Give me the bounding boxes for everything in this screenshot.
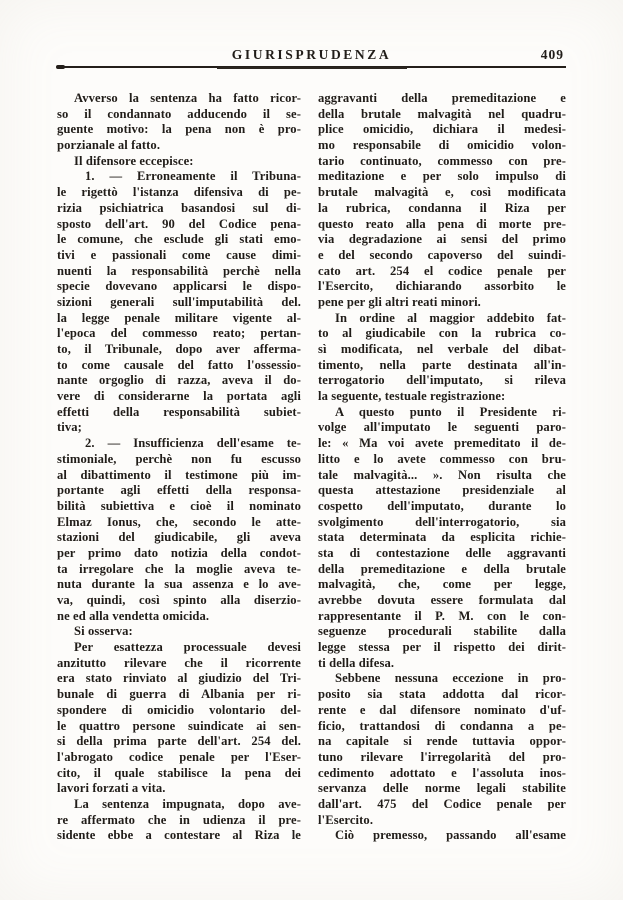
text-line: questo reato alla pena di morte pre- bbox=[318, 216, 566, 231]
text-line: specie dovevano applicarsi le dispo- bbox=[57, 279, 301, 294]
text-line: le: « Ma voi avete premeditato il de- bbox=[318, 436, 566, 451]
text-line: posito sia stata addotta dal ricor- bbox=[318, 687, 566, 702]
text-line: effetti della responsabilità subiet- bbox=[57, 404, 301, 419]
text-line: bilità subiettiva e cioè il nominato bbox=[57, 498, 301, 513]
text-line: mo responsabile di omicidio volon- bbox=[318, 138, 566, 153]
page-number: 409 bbox=[540, 47, 564, 62]
text-line: legge stessa per il rispetto dei dirit- bbox=[318, 640, 566, 655]
text-line: stata determinata da esplicita richie- bbox=[318, 530, 566, 545]
text-line: nuta durante la sua assenza e lo ave- bbox=[57, 577, 301, 592]
text-line: tuno rilevare l'irregolarità del pro- bbox=[318, 749, 566, 764]
text-line: stimoniale, perchè non fu escusso bbox=[57, 451, 301, 466]
text-line: l'abrogato codice penale per l'Eser- bbox=[57, 749, 301, 764]
text-line: rappresentante il P. M. con le con- bbox=[318, 608, 566, 623]
text-line: Il difensore eccepisce: bbox=[74, 153, 194, 168]
text-line: servanza delle norme legali stabilite bbox=[318, 781, 566, 796]
text-line: spondere di omicidio volontario del- bbox=[57, 702, 301, 717]
text-line: le comune, che esclude gli stati emo- bbox=[57, 232, 301, 247]
text-line: na capitale si rende tuttavia oppor- bbox=[318, 734, 566, 749]
text-line: la legge penale militare vigente al- bbox=[57, 310, 301, 325]
text-line: l'epoca del commesso reato; pertan- bbox=[57, 326, 301, 341]
text-line: La sentenza impugnata, dopo ave- bbox=[74, 796, 301, 811]
text-line: la seguente, testuale registrazione: bbox=[318, 389, 506, 404]
text-line: seguenze procedurali stabilite dalla bbox=[318, 624, 566, 639]
text-line: al dibattimento il testimone più im- bbox=[57, 467, 301, 482]
text-line: pene per gli altri reati minori. bbox=[318, 294, 481, 309]
text-line: l'Esercito. bbox=[318, 812, 374, 827]
text-line: cito, il quale stabilisce la pena dei bbox=[57, 765, 301, 780]
text-line: bunale di guerra di Albania per ri- bbox=[57, 687, 301, 702]
text-line: Avverso la sentenza ha fatto ricor- bbox=[74, 91, 301, 105]
text-line: cedimento adottato e l'assoluta inos- bbox=[318, 765, 566, 780]
text-line: 2. — Insufficienza dell'esame te- bbox=[85, 436, 301, 451]
text-line: to al giudicabile con la rubrica co- bbox=[318, 326, 566, 341]
text-line: tale malvagità... ». Non risulta che bbox=[318, 467, 566, 482]
journal-header-title: GIURISPRUDENZA bbox=[231, 47, 392, 62]
text-line: terrogatorio dell'imputato, si rileva bbox=[318, 373, 566, 388]
text-line: le quattro persone suindicate ai sen- bbox=[57, 718, 301, 733]
text-line: sposto dell'art. 90 del Codice pena- bbox=[57, 216, 301, 231]
text-line: guente motivo: la pena non è pro- bbox=[57, 122, 301, 137]
text-line: vere di considerarne la portata agli bbox=[57, 389, 301, 404]
text-line: 1. — Erroneamente il Tribuna- bbox=[85, 169, 301, 184]
text-line: ficio, trattandosi di condanna a pe- bbox=[318, 718, 566, 733]
text-line: tario continuato, commesso con pre- bbox=[318, 153, 566, 168]
text-line: si della prima parte dell'art. 254 del. bbox=[57, 734, 301, 749]
text-line: dall'art. 475 del Codice penale per bbox=[318, 796, 566, 811]
text-line: cato art. 254 el codice penale per bbox=[318, 263, 566, 278]
text-line: lavori forzati a vita. bbox=[57, 781, 166, 796]
text-line: litto e lo avete commesso con bru- bbox=[318, 451, 566, 466]
text-line: In ordine al maggior addebito fat- bbox=[335, 310, 566, 325]
page-header bbox=[57, 46, 566, 63]
text-line: via degradazione ai sensi del primo bbox=[318, 232, 566, 247]
text-line: Ciò premesso, passando all'esame bbox=[335, 828, 566, 843]
text-line: cospetto dell'imputato, durante lo bbox=[318, 498, 566, 513]
text-line: volge all'imputato le seguenti paro- bbox=[318, 420, 566, 435]
text-line: era stato rinviato al giudizio del Tri- bbox=[57, 671, 301, 686]
text-line: to, il Tribunale, dopo aver afferma- bbox=[57, 342, 301, 356]
text-line: porzianale al fatto. bbox=[57, 138, 161, 153]
text-line: sidente ebbe a contestare al Riza le bbox=[57, 828, 301, 843]
header-rule bbox=[57, 66, 566, 68]
text-line: re affermato che in udienza il pre- bbox=[57, 812, 301, 827]
text-line: nuenti la responsabilità perchè nella bbox=[57, 263, 301, 278]
text-line: to come causale del fatto l'ossessio- bbox=[57, 357, 301, 372]
text-line: sta di contestazione delle aggravanti bbox=[318, 545, 566, 560]
text-line: aggravanti della premeditazione e bbox=[318, 91, 566, 105]
text-line: sizioni generali sull'imputabilità del. bbox=[57, 294, 301, 309]
left-text-column bbox=[57, 91, 301, 844]
text-line: Si osserva: bbox=[74, 624, 133, 639]
text-line: nante orgoglio di razza, aveva il do- bbox=[57, 373, 301, 388]
text-line: plice omicidio, dichiara il medesi- bbox=[318, 122, 566, 137]
text-line: per primo dato notizia della condot- bbox=[57, 545, 301, 560]
text-line: Per esattezza processuale devesi bbox=[74, 640, 301, 655]
text-line: avrebbe dovuta essere formulata dal bbox=[318, 593, 566, 607]
text-line: della brutale malvagità nel quadru- bbox=[318, 106, 566, 121]
text-line: ne ed alla vendetta omicida. bbox=[57, 608, 210, 623]
text-line: e del secondo capoverso del suindi- bbox=[318, 247, 566, 262]
text-line: anzitutto rilevare che il ricorrente bbox=[57, 655, 301, 670]
text-line: della premeditazione e della brutale bbox=[318, 561, 566, 576]
text-line: tivi e passionali come cause dimi- bbox=[57, 247, 301, 262]
text-line: sì modificata, nel verbale del dibat- bbox=[318, 342, 566, 356]
text-line: brutale malvagità e, così modificata bbox=[318, 185, 566, 200]
text-line: ti della difesa. bbox=[318, 655, 395, 670]
right-text-column bbox=[318, 91, 566, 844]
text-line: rente e dal difensore nominato d'uf- bbox=[318, 702, 566, 717]
text-line: rizia psichiatrica basandosi sul di- bbox=[57, 200, 301, 215]
text-line: timento, nella parte destinata all'in- bbox=[318, 357, 566, 372]
text-line: A questo punto il Presidente ri- bbox=[335, 404, 566, 419]
text-line: ta irregolare che la moglie aveva te- bbox=[57, 561, 301, 576]
text-line: portante agli effetti della responsa- bbox=[57, 483, 301, 498]
text-line: va, quindi, così spinto alla diserzio- bbox=[57, 593, 301, 607]
text-line: l'Esercito, dichiarando assorbito le bbox=[318, 279, 566, 294]
text-line: questa attestazione presidenziale al bbox=[318, 483, 566, 498]
text-line: so il condannato adducendo il se- bbox=[57, 106, 301, 121]
text-line: le rigettò l'istanza difensiva di pe- bbox=[57, 185, 301, 200]
text-line: Sebbene nessuna eccezione in pro- bbox=[335, 671, 566, 686]
text-line: Elmaz Ionus, che, secondo le atte- bbox=[57, 514, 301, 529]
text-line: tiva; bbox=[57, 420, 82, 435]
text-line: malvagità, che, come per legge, bbox=[318, 577, 566, 592]
text-line: meditazione e per solo impulso di bbox=[318, 169, 566, 184]
text-line: svolgimento dell'interrogatorio, sia bbox=[318, 514, 566, 529]
text-line: stazioni del giudicabile, gli aveva bbox=[57, 530, 301, 545]
text-line: la rubrica, condanna il Riza per bbox=[318, 200, 566, 215]
